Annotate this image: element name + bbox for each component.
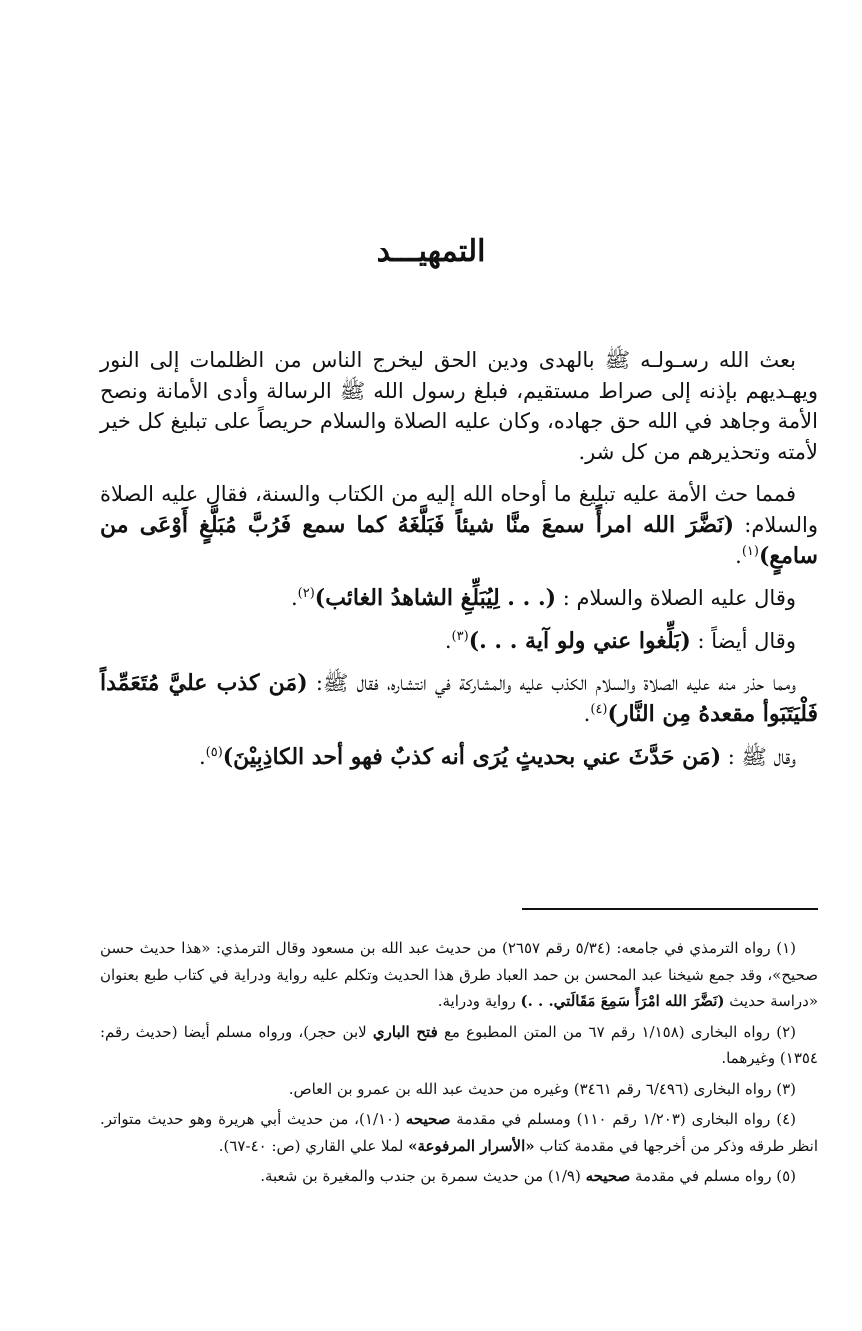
- footnote-ref-4[interactable]: (٤): [590, 701, 608, 717]
- paragraph-text: ومما حذر منه عليه الصلاة والسلام الكذب عليه والمشاركة في انتشاره، فقال ﷺ:: [307, 671, 797, 696]
- paragraph-text: وقال أيضاً :: [690, 628, 796, 653]
- footnote-quote: (نَضَّرَ الله امْرَأً سَمِعَ مَقَالَتي. . .): [520, 992, 725, 1010]
- paragraph-end: .: [198, 744, 206, 769]
- footnote-ref-1[interactable]: (١): [741, 543, 759, 559]
- footnote-2: [100, 1019, 818, 1072]
- paragraph-text: وقال ﷺ :: [721, 744, 796, 769]
- page-title: التمهيـــد: [376, 234, 486, 269]
- footnote-text: لابن حجر)، ورواه مسلم أيضا (حديث رقم: ١٣٥٤) وغيرهما.: [100, 1022, 818, 1067]
- paragraph-end: .: [290, 586, 298, 611]
- footnote-divider: [522, 908, 818, 910]
- footnote-ref-5[interactable]: (٥): [205, 744, 223, 760]
- footnotes: [100, 935, 818, 1194]
- footnote-text: (١/٩) من حديث سمرة بن جندب والمغيرة بن شعبة.: [260, 1167, 586, 1185]
- footnote-3: (٣) رواه البخارى (٦/٤٩٦ رقم ٣٤٦١) وغيره من حديث عبد الله بن عمرو بن العاص.: [288, 1079, 796, 1098]
- main-text: [100, 345, 818, 784]
- footnote-book-title: فتح الباري: [372, 1022, 438, 1041]
- footnote-book-title: «الأسرار المرفوعة»: [408, 1136, 535, 1155]
- hadith-quote: (مَن كذب عليَّ مُتَعَمِّداً فَلْيَتَبَوأ مقعدهُ مِن النَّار): [100, 670, 818, 727]
- paragraph-hadith-4: [100, 668, 818, 729]
- hadith-quote: (بَلِّغوا عني ولو آية . . .): [468, 627, 691, 654]
- footnote-book-title: صحيحه: [405, 1110, 451, 1128]
- footnote-text: لملا علي القاري (ص: ٤٠-٦٧).: [218, 1136, 409, 1155]
- footnote-ref-3[interactable]: (٣): [451, 628, 469, 644]
- paragraph-end: .: [444, 628, 452, 653]
- footnote-5: [100, 1163, 818, 1190]
- paragraph-hadith-1: [100, 479, 818, 571]
- footnote-1: [100, 935, 818, 1015]
- paragraph-hadith-2: [100, 583, 818, 614]
- footnote-text: رواية ودراية.: [437, 992, 521, 1010]
- paragraph-hadith-3: [100, 626, 818, 657]
- footnote-text: (٢) رواه البخارى (١/١٥٨ رقم ٦٧ من المتن المطبوع مع: [437, 1022, 796, 1041]
- footnote-text: (١) رواه الترمذي في جامعه: (٥/٣٤ رقم ٢٦٥٧) من حديث عبد الله بن مسعود وقال الترمذي: «هذا حديث حسن صحيح»، وقد جمع شيخنا عبد المحسن بن حمد العباد طرق هذا الحديث وتكلم عليه رواية ودراية في كتاب طبع بعنوان «دراسة حديث: [100, 939, 818, 1010]
- footnote-text: (١/١٠)، من حديث أبي هريرة وهو حديث متواتر. انظر طرقه وذكر من أخرجها في مقدمة كتاب: [100, 1110, 818, 1155]
- footnote-text: (٤) رواه البخارى (١/٢٠٣ رقم ١١٠) ومسلم في مقدمة: [450, 1110, 797, 1128]
- hadith-quote: (. . . لِيُبَلِّغِ الشاهدُ الغائب): [314, 585, 557, 612]
- hadith-quote: (نَضَّرَ الله امرأً سمعَ منَّا شيئاً فَبَلَّغَهُ كما سمع فَرُبَّ مُبَلَّغٍ أَوْعَى من سامعٍ): [100, 511, 818, 569]
- paragraph-hadith-5: [100, 742, 818, 773]
- paragraph-text: وقال عليه الصلاة والسلام :: [556, 586, 796, 611]
- paragraph-end: .: [735, 543, 742, 568]
- paragraph-intro: بعث الله رسـولـه ﷺ بالهدى ودين الحق ليخرج الناس من الظلمات إلى النور ويهـديهم بإذنه إلى صراط مستقيم، فبلغ رسول الله ﷺ الرسالة وأدى الأمانة ونصح الأمة وجاهد في الله حق جهاده، وكان عليه الصلاة والسلام حريصاً على تبليغ كل خير لأمته وتحذيرهم من كل شر.: [100, 348, 818, 464]
- hadith-quote: (مَن حَدَّثَ عني بحديثٍ يُرَى أنه كذبٌ فهو أحد الكاذِبِيْنَ): [222, 743, 722, 770]
- footnote-ref-2[interactable]: (٢): [297, 586, 315, 602]
- paragraph-end: .: [583, 701, 591, 726]
- paragraph-text: فمما حث الأمة عليه تبليغ ما أوحاه الله إليه من الكتاب والسنة، فقال عليه الصلاة والسلام:: [100, 482, 819, 537]
- footnote-book-title: صحيحه: [585, 1167, 631, 1185]
- footnote-4: [100, 1106, 818, 1159]
- footnote-text: (٥) رواه مسلم في مقدمة: [630, 1167, 796, 1185]
